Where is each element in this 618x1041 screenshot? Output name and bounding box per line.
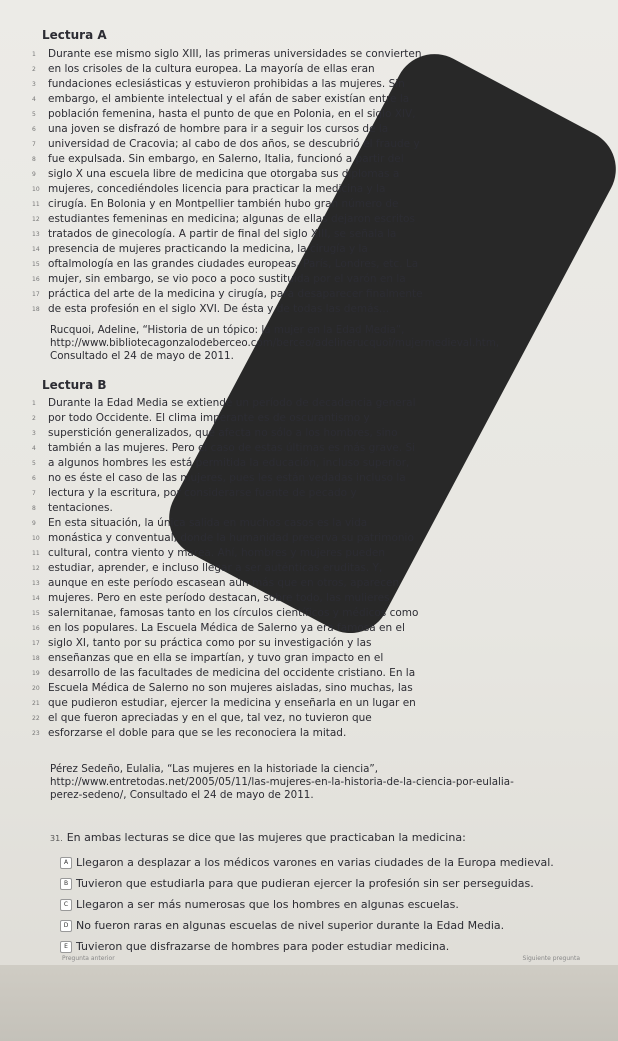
line-text: mujeres. Pero en este período destacan, sobre todo, las mulieres bbox=[48, 592, 390, 604]
line-number: 1 bbox=[32, 400, 36, 407]
lectura-b-title: Lectura B bbox=[42, 378, 107, 392]
lectura-b-line bbox=[32, 471, 608, 486]
lectura-a-line bbox=[32, 77, 608, 92]
lectura-a-line bbox=[32, 302, 608, 317]
line-number: 3 bbox=[32, 430, 36, 437]
line-number: 19 bbox=[32, 670, 40, 677]
line-text: tratados de ginecología. A partir de final del siglo XIII, se señala la bbox=[48, 228, 397, 240]
line-text: población femenina, hasta el punto de que en Polonia, en el siglo XIV, bbox=[48, 108, 416, 120]
line-number: 21 bbox=[32, 700, 40, 707]
option-letter-badge: B bbox=[60, 878, 72, 890]
reference-line: http://www.entretodas.net/2005/05/11/las-mujeres-en-la-historia-de-la-ciencia-por-eulalia- bbox=[50, 776, 514, 788]
option-c[interactable] bbox=[60, 894, 610, 915]
line-number: 10 bbox=[32, 186, 40, 193]
option-a[interactable] bbox=[60, 852, 610, 873]
line-number: 11 bbox=[32, 201, 40, 208]
line-text: cirugía. En Bolonia y en Montpellier también hubo gran número de bbox=[48, 198, 399, 210]
option-text: Tuvieron que estudiarla para que pudieran ejercer la profesión sin ser perseguidas. bbox=[76, 877, 534, 890]
line-text: que pudieron estudiar, ejercer la medicina y enseñarla en un lugar en bbox=[48, 697, 416, 709]
line-number: 1 bbox=[32, 51, 36, 58]
lectura-b-line bbox=[32, 666, 608, 681]
line-number: 11 bbox=[32, 550, 40, 557]
line-text: por todo Occidente. El clima imperante es de oscurantismo y bbox=[48, 412, 370, 424]
line-number: 15 bbox=[32, 261, 40, 268]
line-number: 9 bbox=[32, 520, 36, 527]
line-number: 6 bbox=[32, 126, 36, 133]
lectura-b-line bbox=[32, 606, 608, 621]
line-text: estudiantes femeninas en medicina; algunas de ellas dejaron escritos bbox=[48, 213, 415, 225]
lectura-a-line bbox=[32, 107, 608, 122]
question-text: En ambas lecturas se dice que las mujeres que practicaban la medicina: bbox=[66, 831, 466, 844]
line-text: en los crisoles de la cultura europea. La mayoría de ellas eran bbox=[48, 63, 375, 75]
lectura-b-line bbox=[32, 396, 608, 411]
lectura-b-reference bbox=[50, 763, 610, 802]
bottom-shadow bbox=[0, 965, 618, 1041]
option-text: No fueron raras en algunas escuelas de nivel superior durante la Edad Media. bbox=[76, 919, 505, 932]
reference-line: http://www.bibliotecagonzalodeberceo.com/berceo/adelinerucquoi/mujermedieval.htm, bbox=[50, 337, 500, 349]
lectura-b-line bbox=[32, 726, 608, 741]
line-text: mujeres, concediéndoles licencia para practicar la medicina y la bbox=[48, 183, 386, 195]
line-text: monástica y conventual, donde la humanidad preserva su patrimonio bbox=[48, 532, 414, 544]
option-letter-badge: D bbox=[60, 920, 72, 932]
line-text: lectura y la escritura, por considerarse fuente de pecado y bbox=[48, 487, 357, 499]
line-number: 12 bbox=[32, 565, 40, 572]
line-text: estudiar, aprender, e incluso llegar a ser auténticas eruditas. Y, bbox=[48, 562, 383, 574]
lectura-a-line bbox=[32, 152, 608, 167]
line-number: 2 bbox=[32, 66, 36, 73]
lectura-a-line bbox=[32, 212, 608, 227]
line-number: 5 bbox=[32, 111, 36, 118]
line-number: 17 bbox=[32, 291, 40, 298]
line-number: 18 bbox=[32, 655, 40, 662]
lectura-b-line bbox=[32, 486, 608, 501]
reference-line: Consultado el 24 de mayo de 2011. bbox=[50, 350, 234, 362]
next-question-link[interactable]: Siguiente pregunta bbox=[522, 955, 580, 962]
previous-question-link[interactable]: Pregunta anterior bbox=[62, 955, 115, 962]
line-text: enseñanzas que en ella se impartían, y tuvo gran impacto en el bbox=[48, 652, 384, 664]
lectura-a-line bbox=[32, 122, 608, 137]
lectura-a-line bbox=[32, 287, 608, 302]
line-text: oftalmología en las grandes ciudades europeas, París, Londres, etc. La bbox=[48, 258, 419, 270]
lectura-a-line bbox=[32, 137, 608, 152]
line-number: 17 bbox=[32, 640, 40, 647]
line-text: En esta situación, la única salida en muchos casos es la vida bbox=[48, 517, 368, 529]
line-text: cultural, contra viento y marea. Ahí, hombres y mujeres pueden bbox=[48, 547, 385, 559]
option-b[interactable] bbox=[60, 873, 610, 894]
line-text: embargo, el ambiente intelectual y el afán de saber existían entre la bbox=[48, 93, 410, 105]
lectura-a-reference bbox=[50, 324, 610, 363]
line-text: a algunos hombres les está permitida la educación, incluso superior, bbox=[48, 457, 410, 469]
lectura-b-line bbox=[32, 636, 608, 651]
question-number: 31. bbox=[50, 834, 63, 843]
line-number: 16 bbox=[32, 276, 40, 283]
question-31 bbox=[50, 831, 466, 844]
line-text: una joven se disfrazó de hombre para ir a seguir los cursos de la bbox=[48, 123, 389, 135]
line-text: tentaciones. bbox=[48, 502, 113, 514]
lectura-b-line bbox=[32, 651, 608, 666]
line-number: 3 bbox=[32, 81, 36, 88]
line-number: 8 bbox=[32, 156, 36, 163]
lectura-b-line bbox=[32, 561, 608, 576]
option-d[interactable] bbox=[60, 915, 610, 936]
lectura-b-line bbox=[32, 411, 608, 426]
lectura-b-line bbox=[32, 681, 608, 696]
line-text: superstición generalizados, que afecta no sólo a los hombres, sino bbox=[48, 427, 398, 439]
line-number: 4 bbox=[32, 96, 36, 103]
line-text: fundaciones eclesiásticas y estuvieron prohibidas a las mujeres. Sin bbox=[48, 78, 405, 90]
line-text: fue expulsada. Sin embargo, en Salerno, Italia, funcionó a partir del bbox=[48, 153, 404, 165]
lectura-b-line bbox=[32, 441, 608, 456]
lectura-b-line bbox=[32, 516, 608, 531]
option-letter-badge: A bbox=[60, 857, 72, 869]
line-number: 20 bbox=[32, 685, 40, 692]
line-text: presencia de mujeres practicando la medicina, la cirugía y la bbox=[48, 243, 368, 255]
line-number: 23 bbox=[32, 730, 40, 737]
line-text: no es éste el caso de las mujeres, pues les están vedadas incluso la bbox=[48, 472, 406, 484]
lectura-b-line bbox=[32, 531, 608, 546]
lectura-a-line bbox=[32, 242, 608, 257]
option-letter-badge: C bbox=[60, 899, 72, 911]
lectura-b-line bbox=[32, 456, 608, 471]
lectura-a-line bbox=[32, 47, 608, 62]
line-text: mujer, sin embargo, se vio poco a poco sustituida por el varón en la bbox=[48, 273, 406, 285]
line-number: 22 bbox=[32, 715, 40, 722]
option-e[interactable] bbox=[60, 936, 610, 957]
reference-line: perez-sedeno/, Consultado el 24 de mayo de 2011. bbox=[50, 789, 314, 801]
line-number: 14 bbox=[32, 246, 40, 253]
lectura-a-line bbox=[32, 167, 608, 182]
lectura-a-line bbox=[32, 272, 608, 287]
line-number: 10 bbox=[32, 535, 40, 542]
line-number: 18 bbox=[32, 306, 40, 313]
lectura-a-line bbox=[32, 257, 608, 272]
line-number: 7 bbox=[32, 490, 36, 497]
line-text: Durante la Edad Media se extiende un período de decadencia general bbox=[48, 397, 416, 409]
lectura-a-text bbox=[32, 47, 608, 317]
line-number: 5 bbox=[32, 460, 36, 467]
line-number: 16 bbox=[32, 625, 40, 632]
lectura-b-line bbox=[32, 621, 608, 636]
line-text: desarrollo de las facultades de medicina del occidente cristiano. En la bbox=[48, 667, 416, 679]
line-text: salernitanae, famosas tanto en los círculos científicos y médicos como bbox=[48, 607, 419, 619]
line-text: práctica del arte de la medicina y cirugía, para desaparecer finalmente bbox=[48, 288, 423, 300]
line-number: 2 bbox=[32, 415, 36, 422]
line-text: aunque en este período escasean aún más que en otros, aparecen bbox=[48, 577, 400, 589]
lectura-b-line bbox=[32, 696, 608, 711]
line-number: 13 bbox=[32, 580, 40, 587]
line-text: siglo X una escuela libre de medicina que otorgaba sus diplomas a bbox=[48, 168, 400, 180]
option-text: Llegaron a desplazar a los médicos varones en varias ciudades de la Europa medieval. bbox=[76, 856, 554, 869]
line-text: también a las mujeres. Pero el caso de estas últimas es más grave. Si bbox=[48, 442, 416, 454]
line-number: 8 bbox=[32, 505, 36, 512]
lectura-b-line bbox=[32, 426, 608, 441]
line-number: 15 bbox=[32, 610, 40, 617]
line-number: 7 bbox=[32, 141, 36, 148]
reference-line: Rucquoi, Adeline, “Historia de un tópico: la mujer en la Edad Media”, bbox=[50, 324, 405, 336]
lectura-b-line bbox=[32, 576, 608, 591]
line-number: 14 bbox=[32, 595, 40, 602]
lectura-a-line bbox=[32, 197, 608, 212]
line-text: siglo XI, tanto por su práctica como por su investigación y las bbox=[48, 637, 372, 649]
lectura-b-line bbox=[32, 546, 608, 561]
lectura-a-title: Lectura A bbox=[42, 28, 107, 42]
lectura-a-line bbox=[32, 62, 608, 77]
line-text: esforzarse el doble para que se les reconociera la mitad. bbox=[48, 727, 347, 739]
line-text: Escuela Médica de Salerno no son mujeres aisladas, sino muchas, las bbox=[48, 682, 413, 694]
lectura-b-line bbox=[32, 591, 608, 606]
lectura-b-line bbox=[32, 501, 608, 516]
lectura-a-line bbox=[32, 227, 608, 242]
answer-options bbox=[60, 852, 610, 957]
line-number: 6 bbox=[32, 475, 36, 482]
reference-line: Pérez Sedeño, Eulalia, “Las mujeres en la historiade la ciencia”, bbox=[50, 763, 379, 775]
line-text: Durante ese mismo siglo XIII, las primeras universidades se convierten bbox=[48, 48, 422, 60]
line-number: 12 bbox=[32, 216, 40, 223]
line-text: universidad de Cracovia; al cabo de dos años, se descubrió el fraude y bbox=[48, 138, 420, 150]
lectura-b-text bbox=[32, 396, 608, 741]
line-text: en los populares. La Escuela Médica de Salerno ya era famosa en el bbox=[48, 622, 405, 634]
line-number: 9 bbox=[32, 171, 36, 178]
option-letter-badge: E bbox=[60, 941, 72, 953]
line-text: de esta profesión en el siglo XVI. De ésta y de todas las demás... bbox=[48, 303, 390, 315]
lectura-b-line bbox=[32, 711, 608, 726]
lectura-a-line bbox=[32, 92, 608, 107]
lectura-a-line bbox=[32, 182, 608, 197]
line-text: el que fueron apreciadas y en el que, tal vez, no tuvieron que bbox=[48, 712, 372, 724]
line-number: 13 bbox=[32, 231, 40, 238]
option-text: Llegaron a ser más numerosas que los hombres en algunas escuelas. bbox=[76, 898, 459, 911]
line-number: 4 bbox=[32, 445, 36, 452]
option-text: Tuvieron que disfrazarse de hombres para poder estudiar medicina. bbox=[76, 940, 450, 953]
